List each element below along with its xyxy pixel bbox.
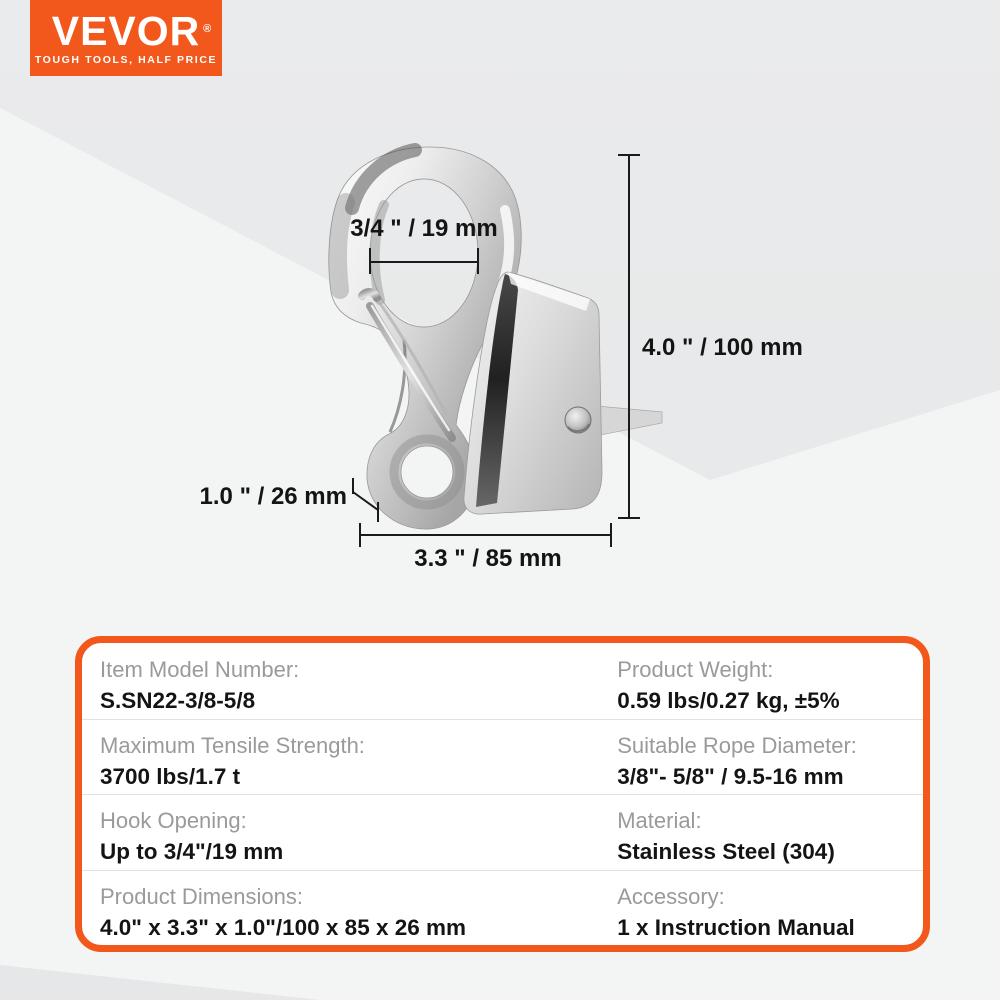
spec-value: 0.59 lbs/0.27 kg, ±5% xyxy=(617,687,840,713)
spec-table xyxy=(75,636,930,952)
brand-tagline: TOUGH TOOLS, HALF PRICE xyxy=(34,53,218,66)
spec-cell-rope-diameter xyxy=(599,724,923,790)
spec-value: S.SN22-3/8-5/8 xyxy=(100,687,256,713)
spec-label: Hook Opening: xyxy=(100,808,247,834)
spec-row-2 xyxy=(82,719,923,795)
spec-cell-tensile-strength xyxy=(82,724,599,790)
vevor-logo xyxy=(30,0,222,76)
brand-name xyxy=(51,7,213,54)
spec-row-4 xyxy=(82,870,923,946)
spec-cell-product-dimensions xyxy=(82,875,599,941)
spec-row-3 xyxy=(82,794,923,870)
spec-label: Suitable Rope Diameter: xyxy=(617,732,857,758)
spec-cell-hook-opening xyxy=(82,799,599,865)
dimension-label-overall-height: 4.0 " / 100 mm xyxy=(642,334,803,361)
hook-illustration xyxy=(329,147,662,529)
brand-name-text: VEVOR xyxy=(51,7,201,54)
dimension-label-eye-width: 1.0 " / 26 mm xyxy=(199,483,347,510)
spec-label: Material: xyxy=(617,808,702,834)
spec-label: Product Weight: xyxy=(617,656,774,682)
dimension-line-height xyxy=(618,155,640,518)
spec-label: Maximum Tensile Strength: xyxy=(100,732,365,758)
spec-label: Item Model Number: xyxy=(100,656,300,682)
spec-label: Product Dimensions: xyxy=(100,883,303,909)
dimension-label-hook-opening: 3/4 " / 19 mm xyxy=(350,215,498,242)
spec-value: Up to 3/4"/19 mm xyxy=(100,839,284,865)
dimension-label-overall-length: 3.3 " / 85 mm xyxy=(414,545,562,572)
spec-value: 3700 lbs/1.7 t xyxy=(100,763,241,789)
spec-value: 4.0" x 3.3" x 1.0"/100 x 85 x 26 mm xyxy=(100,914,467,940)
spec-cell-product-weight xyxy=(599,648,923,714)
spec-value: Stainless Steel (304) xyxy=(617,839,835,865)
spec-row-1 xyxy=(82,643,923,719)
dimension-line-opening xyxy=(370,248,478,274)
spec-cell-item-model xyxy=(82,648,599,714)
spec-value: 1 x Instruction Manual xyxy=(617,914,855,940)
registered-trademark-icon: ® xyxy=(203,22,213,35)
dimension-line-length xyxy=(360,523,611,547)
spec-cell-material xyxy=(599,799,923,865)
spec-value: 3/8"- 5/8" / 9.5-16 mm xyxy=(617,763,844,789)
spec-cell-accessory xyxy=(599,875,923,941)
spec-label: Accessory: xyxy=(617,883,725,909)
